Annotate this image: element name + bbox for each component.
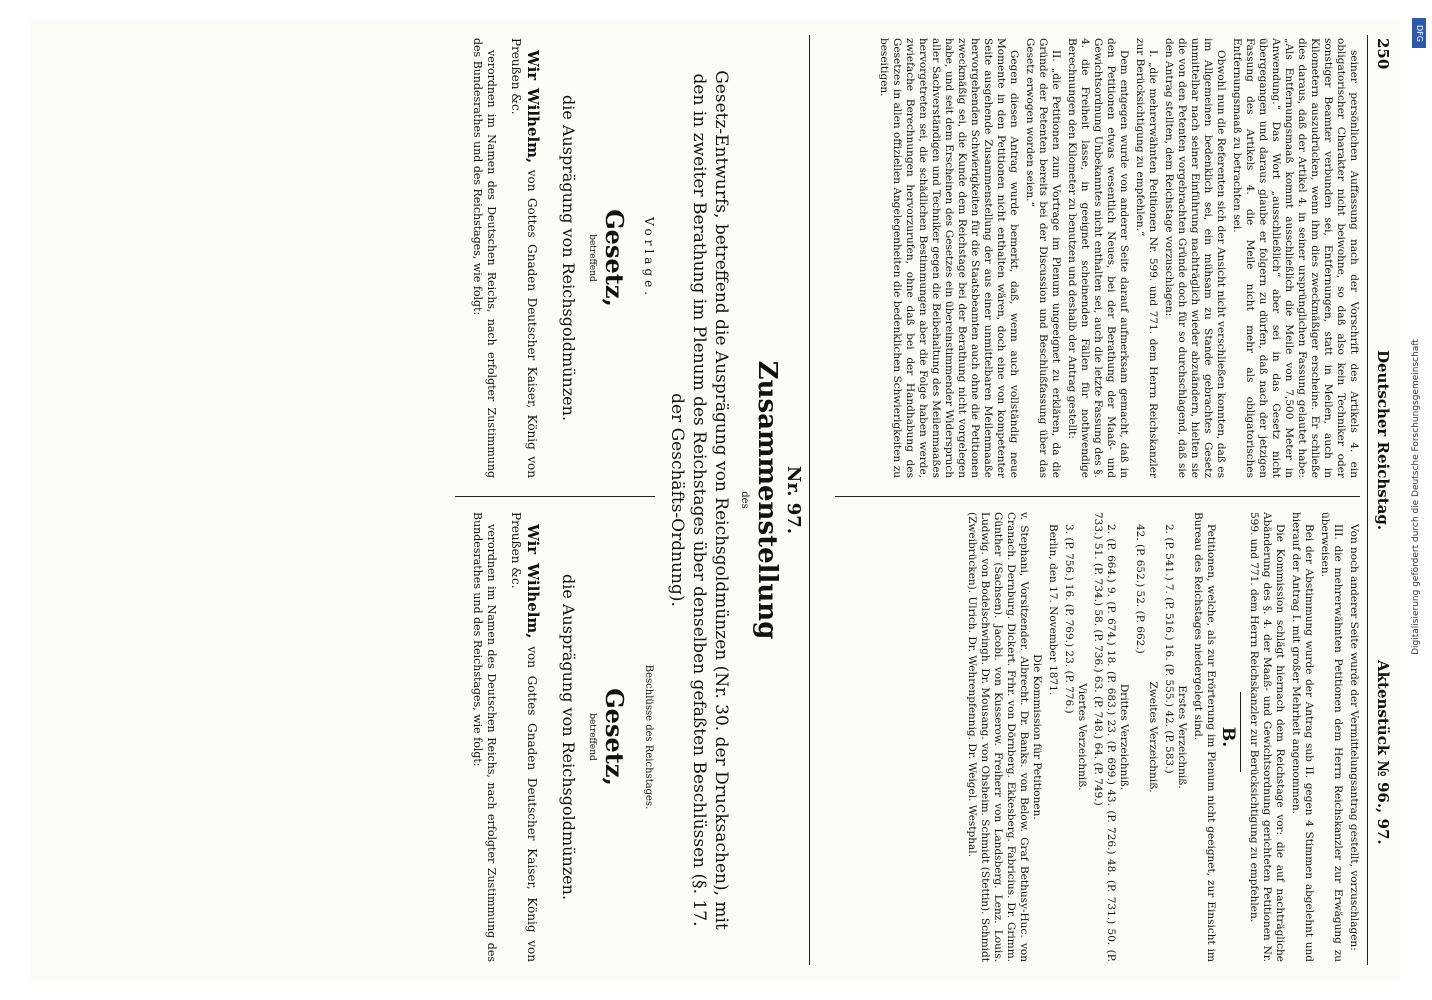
digitization-margin — [1408, 10, 1430, 990]
scanned-page — [30, 20, 1400, 980]
paragraph: seiner persönlichen Auffassung nach der Vorschrift des Artikels 4. ein obligatorischer Charakter nicht beiwohne, so daß also kein Techniker oder sonstiger Beamter verbunden sei, Entfernungen, statt in Meilen, auch in Kilometern auszudrücken, wenn ihm dies zweckmäßiger erscheine. Er schließe dies daraus, daß der Artikel 4. in seiner ursprünglichen Fassung gelautet habe: „Als Entfernungsmaaß kommt ausschließlich die Meile von 7,500 Meter in Anwendung.“ Das Wort „ausschließlich“ aber sei in das Gesetz nicht übergegangen und daraus glaube er folgern zu dürfen, daß nach der jetzigen Fassung des Artikels 4. die Meile nicht mehr als obligatorisches Entfernungsmaaß zu betrachten sei. — [1231, 38, 1360, 478]
law-connector: betreffend — [587, 234, 597, 282]
header-rule — [1367, 35, 1368, 965]
list-title: Viertes Verzeichniß. — [1076, 683, 1088, 791]
bill-title: Gesetz-Entwurfs, betreffend die Ausprägung von Reichsgoldmünzen (Nr. 30. der Drucksachen), mit den in zweiter Berathung im Plenum des Reichstages über denselben gefaßten Beschlüssen (§. 17. der Geschäfts-Ordnung). — [667, 70, 731, 930]
monarch-name: Wir Wilhelm, — [524, 524, 542, 639]
paragraph: II. „die Petitionen zum Vortrage im Plenum ungeeignet zu erklären, da die Gründe der Petenten bereits bei der Discussion und Beschlußfassung über das Gesetz erwogen worden seien.“ — [1024, 38, 1062, 478]
monarch-title: von Gottes Gnaden Deutscher Kaiser, König von Preußen &c. — [509, 512, 539, 962]
title-connector: des — [739, 491, 750, 509]
paragraph: Die Kommission schlägt hiernach dem Reichstage vor: die auf nachträgliche Abänderung des §. 4. der Maaß- und Gewichtsordnung gerichteten Petitionen Nr. 599. und 771. dem Herrn Reichskanzler zur Berücksichtigung zu empfehlen. — [1248, 512, 1286, 962]
enacting-clause — [508, 38, 541, 478]
paragraph: III. die mehrerwähnten Petitionen dem Herrn Reichskanzler zur Erwägung zu überweisen. — [1319, 512, 1344, 962]
decree-text: verordnen im Namen des Deutschen Reichs, nach erfolgter Zustimmung des Bundesrathes und des Reichstages, wie folgt: — [471, 38, 498, 478]
column-divider — [835, 496, 1360, 497]
law-subject: die Ausprägung von Reichsgoldmünzen. — [559, 94, 578, 422]
column-left — [820, 38, 1360, 478]
decree-text: verordnen im Namen des Deutschen Reichs, nach erfolgter Zustimmung des Bundesrathes und des Reichstages, wie folgt: — [471, 512, 498, 962]
date-line: Berlin, den 17. November 1871. — [1047, 524, 1059, 696]
list-entries: 3. (P. 756.) 16. (P. 769.) 23. (P. 776.) — [1063, 524, 1075, 714]
page-number: 250 — [1374, 38, 1392, 70]
document-number: Nr. 97. — [783, 465, 804, 535]
nr97-block — [666, 38, 804, 962]
running-header-right: Aktenstück № 96., 97. — [1374, 660, 1392, 845]
list-entries: 2. (P. 664.) 9. (P. 674.) 18. (P. 683.) 23. (P. 699.) 43. (P. 726.) 48. (P. 731.) 50. (P. 733.) 51. (P. 734.) 58. (P. 736.) 63. (P. 748.) 64. (P. 749.) — [1092, 512, 1117, 962]
section-heading-b: B. — [1218, 726, 1238, 748]
commission-title: Die Kommission für Petitionen. — [1031, 654, 1043, 820]
section-b-intro: Petitionen, welche, als zur Erörterung im Plenum nicht geeignet, zur Einsicht im Bureau des Reichstages niedergelegt sind. — [1192, 512, 1217, 962]
law-subject: die Ausprägung von Reichsgoldmünzen. — [559, 573, 578, 901]
proposal-caption: Vorlage. — [642, 216, 656, 300]
digitization-note: Digitalisierung gefördert durch die Deutsche Forschungsgemeinschaft — [1411, 339, 1421, 655]
list-title: Drittes Verzeichniß. — [1118, 683, 1130, 791]
paragraph: I. „die mehrerwähnten Petitionen Nr. 599. und 771. dem Herrn Reichskanzler zur Berücksichtigung zu empfehlen.“ — [1134, 38, 1159, 478]
document-title: Zusammenstellung — [752, 360, 782, 640]
resolutions-caption: Beschlüsse des Reichstages. — [643, 664, 654, 810]
column-divider — [455, 496, 655, 497]
enacting-clause — [508, 512, 541, 962]
commission-members: v. Stephani, Vorsitzender. Albrecht. Dr. Banks. von Below. Graf Bethusy-Huc. von Cranach. Dernburg. Dickert. Frhr. von Dörnberg. Ekkesberg. Fabricius. Dr. Grimm. Günther (Sachsen). Jacobi. von Kusserow. Freiherr von Landsberg. Lenz. Louis. Ludwig. von Bodelschwingh. Dr. Mousang. von Ohsheim. Schmidt (Stettin). Schmidt (Zweibrücken). Ulrich. Dr. Wehrenpfennig. Dr. Weigel. Westphal. — [966, 512, 1030, 962]
list-title: Erstes Verzeichniß. — [1176, 685, 1188, 789]
list-entries: 42. (P. 652.) 52. (P. 662.) — [1134, 524, 1146, 654]
law-heading: Gesetz, — [600, 209, 629, 307]
dfg-logo: DFG — [1412, 18, 1426, 48]
section-separator — [809, 35, 810, 965]
running-header-left: Deutscher Reichstag. — [1374, 350, 1392, 531]
paragraph: Obwohl nun die Referenten sich der Ansicht nicht verschließen konnten, daß es im Allgemeinen bedenklich sei, ein mühsam zu Stande gebrachtes Gesetz unmittelbar nach seiner Einführung nachträglich wieder abzuändern, hielten sie die von den Petenten vorgebrachten Gründe doch für so durchschlagend, daß sie den Antrag stellten, dem Reichstage vorzuschlagen: — [1163, 38, 1227, 478]
paragraph: Dem entgegen wurde von anderer Seite darauf aufmerksam gemacht, daß in den Petitionen etwas wesentlich Neues, bei der Berathung der Maaß- und Gewichtsordnung Unbekanntes nicht enthalten sei, auch die letzte Fassung des §. 4. die Freiheit lasse, in geeignet scheinenden Fällen für nothwendige Berechnungen den Kilometer zu benutzen und deshalb der Antrag gestellt: — [1066, 38, 1130, 478]
list-entries: 2. (P. 541.) 7. (P. 516.) 16. (P. 555.) 42. (P. 583.) — [1163, 524, 1175, 774]
proposal-column — [467, 38, 655, 478]
section-rule — [1240, 692, 1241, 772]
monarch-name: Wir Wilhelm, — [524, 50, 542, 164]
column-right — [820, 512, 1360, 962]
rotated-page-content — [30, 20, 1400, 980]
paragraph: Gegen diesen Antrag wurde bemerkt, daß, wenn auch vollständig neue Momente in den Petitionen nicht enthalten wären, doch eine von kompetenter Seite ausgehende Zusammenstellung der aus einer unmittelbaren Meilenmaaße hervorgehenden Schwierigkeiten für die Staatsbeamten auch ohne die Petitionen zweckmäßig sei, die Kunde dem Reichstage bei der Berathung nicht vorgelegen habe, und seit dem Erscheinen des Gesetzes ein übereinstimmender Widerspruch aller Sachverständigen und Techniker gegen die Beibehaltung des Meilenmaaßes hervorgetreten sei, die schädlichen Bestimmungen aber die Folge haben werde, zwiefache Berechnungen hervorzurufen, ohne daß bei der Handhabung des Gesetzes in allen offiziellen Angelegenheiten die bedenklichen Schwierigkeiten zu beseitigen. — [878, 38, 1020, 478]
resolutions-column — [467, 512, 655, 962]
law-connector: betreffend — [587, 713, 597, 761]
paragraph: Bei der Abstimmung wurde der Antrag sub II. gegen 4 Stimmen abgelehnt und hierauf der Antrag I. mit großer Mehrheit angenommen. — [1290, 512, 1315, 962]
list-title: Zweites Verzeichniß. — [1147, 681, 1159, 793]
paragraph: Von noch anderer Seite wurde der Vermittelungsantrag gestellt, vorzuschlagen: — [1348, 524, 1360, 951]
law-heading: Gesetz, — [600, 688, 629, 786]
monarch-title: von Gottes Gnaden Deutscher Kaiser, König von Preußen &c. — [509, 38, 539, 478]
